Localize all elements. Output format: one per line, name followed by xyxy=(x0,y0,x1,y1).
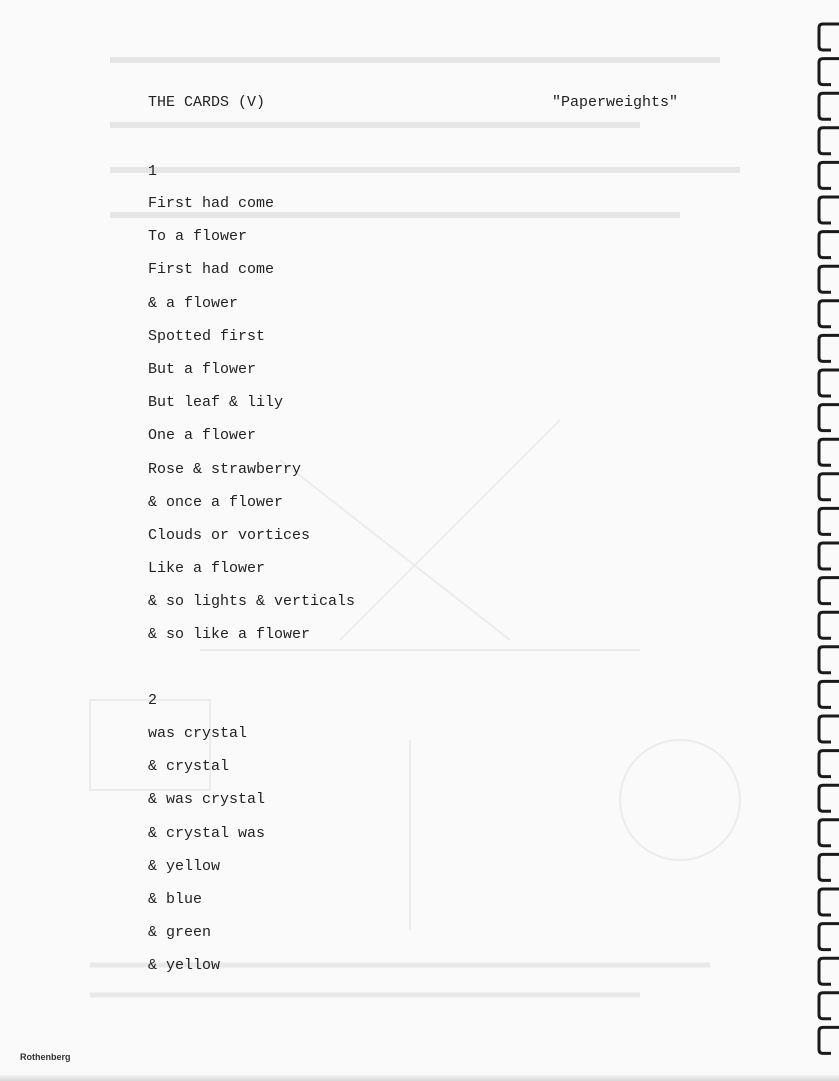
poem-line: & a flower xyxy=(148,294,239,312)
binding-ring xyxy=(819,301,839,327)
poem-line: One a flower xyxy=(148,427,257,445)
spiral-binding xyxy=(813,20,839,1060)
poem-line: & blue xyxy=(148,890,203,908)
binding-ring xyxy=(819,889,839,915)
poem-line: But leaf & lily xyxy=(148,394,284,412)
poem-title: "Paperweights" xyxy=(551,94,678,111)
poem-line: & once a flower xyxy=(148,493,284,511)
page-title: THE CARDS (V) xyxy=(148,94,266,111)
poem-section-2 xyxy=(148,724,265,990)
binding-ring xyxy=(819,993,839,1019)
poem-line: & crystal xyxy=(148,758,230,776)
binding-ring xyxy=(819,266,839,292)
binding-ring xyxy=(819,439,839,465)
poem-line: & so lights & verticals xyxy=(148,593,356,611)
poem-line: & yellow xyxy=(148,957,221,975)
binding-ring xyxy=(819,543,839,569)
poem-line: & green xyxy=(148,924,212,942)
section-number-1: 1 xyxy=(148,163,158,180)
binding-ring xyxy=(819,24,839,50)
binding-ring xyxy=(819,612,839,638)
binding-ring xyxy=(819,93,839,119)
binding-ring xyxy=(819,59,839,85)
poem-line: First had come xyxy=(148,261,275,279)
binding-ring xyxy=(819,197,839,223)
binding-ring xyxy=(819,785,839,811)
binding-ring xyxy=(819,820,839,846)
binding-ring xyxy=(819,335,839,361)
poem-line: & so like a flower xyxy=(148,626,311,644)
poem-line: But a flower xyxy=(148,360,257,378)
poem-line: was crystal xyxy=(148,725,248,742)
binding-ring xyxy=(819,924,839,950)
binding-ring xyxy=(819,162,839,188)
binding-ring xyxy=(819,578,839,604)
binding-ring xyxy=(819,854,839,880)
author-name: Rothenberg xyxy=(20,1052,71,1062)
page-header xyxy=(148,94,678,111)
poem-section-1 xyxy=(148,194,355,659)
page-bottom-edge xyxy=(0,1075,839,1081)
binding-ring xyxy=(819,128,839,154)
binding-ring xyxy=(819,716,839,742)
binding-ring xyxy=(819,232,839,258)
poem-line: Like a flower xyxy=(148,560,266,578)
binding-ring xyxy=(819,474,839,500)
binding-ring xyxy=(819,681,839,707)
binding-ring xyxy=(819,1027,839,1053)
binding-ring xyxy=(819,647,839,673)
poem-line: Clouds or vortices xyxy=(148,526,311,544)
poem-line: First had come xyxy=(148,195,275,212)
section-number-2: 2 xyxy=(148,692,158,709)
poem-line: Spotted first xyxy=(148,327,266,345)
poem-line: & was crystal xyxy=(148,791,266,809)
poem-line: & yellow xyxy=(148,857,221,875)
poem-line: To a flower xyxy=(148,228,248,246)
binding-ring xyxy=(819,751,839,777)
poem-line: & crystal was xyxy=(148,824,266,842)
binding-ring xyxy=(819,958,839,984)
poem-line: Rose & strawberry xyxy=(148,460,302,478)
binding-ring xyxy=(819,370,839,396)
binding-ring xyxy=(819,508,839,534)
binding-ring xyxy=(819,405,839,431)
